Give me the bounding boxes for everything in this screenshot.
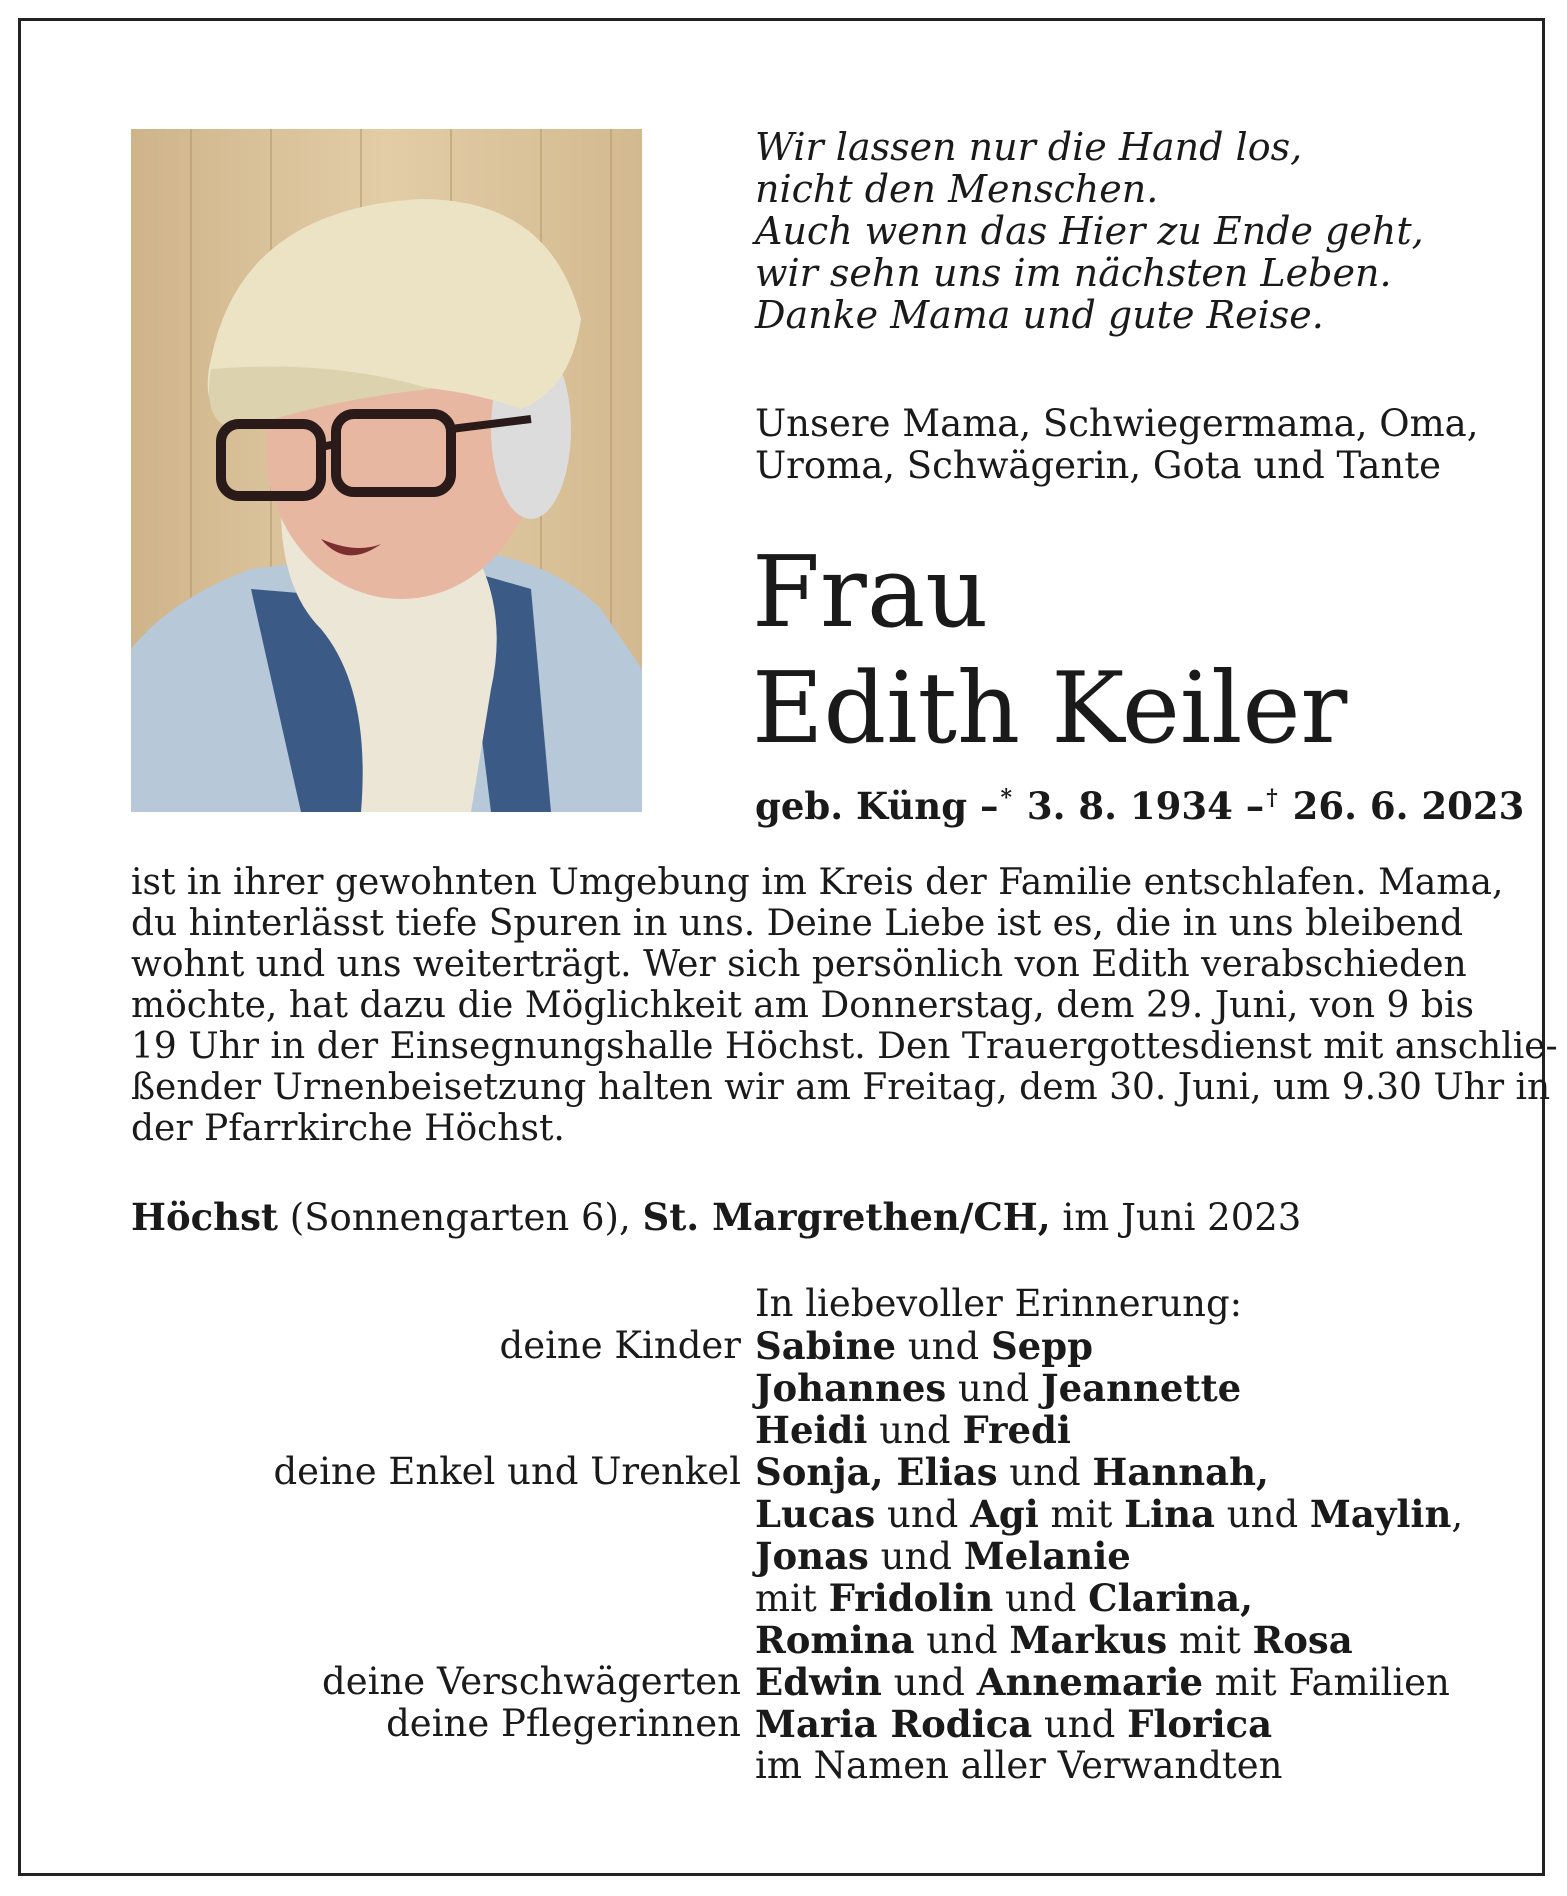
body-line: wohnt und uns weiterträgt. Wer sich persönlich von Edith verabschieden bbox=[131, 944, 1467, 985]
mourner-name: Annemarie bbox=[976, 1660, 1204, 1704]
mourner-name: Florica bbox=[1127, 1702, 1273, 1746]
poem-line: Auch wenn das Hier zu Ende geht, bbox=[755, 209, 1424, 253]
relations-intro bbox=[755, 402, 1479, 487]
body-line: 19 Uhr in der Einsegnungshalle Höchst. Den Trauergottesdienst mit anschlie- bbox=[131, 1026, 1558, 1067]
death-symbol: † bbox=[1266, 785, 1278, 811]
mourner-name: Jeannette bbox=[1041, 1366, 1242, 1410]
death-date: 26. 6. 2023 bbox=[1292, 784, 1525, 828]
body-line: ßender Urnenbeisetzung halten wir am Freitag, dem 30. Juni, um 9.30 Uhr in bbox=[131, 1067, 1551, 1108]
mourner-names bbox=[755, 1745, 1283, 1787]
life-dates bbox=[755, 776, 1525, 828]
mourner-relation: deine Verschwägerten bbox=[322, 1660, 741, 1703]
poem-line: wir sehn uns im nächsten Leben. bbox=[755, 251, 1392, 295]
mourner-names bbox=[755, 1577, 1253, 1620]
mourner-row bbox=[0, 1703, 1567, 1745]
portrait-photo bbox=[131, 129, 642, 812]
mourner-name: Agi bbox=[970, 1492, 1039, 1536]
birth-date: 3. 8. 1934 bbox=[1026, 784, 1233, 828]
body-line: du hinterlässt tiefe Spuren in uns. Deine Liebe ist es, die in uns bleibend bbox=[131, 903, 1464, 944]
mourner-name: Clarina, bbox=[1088, 1576, 1253, 1620]
body-line: möchte, hat dazu die Möglichkeit am Donnerstag, dem 29. Juni, von 9 bis bbox=[131, 985, 1474, 1026]
mourner-name: Edwin bbox=[755, 1660, 882, 1704]
mourner-connector: mit bbox=[755, 1577, 829, 1620]
poem-line: Wir lassen nur die Hand los, bbox=[755, 125, 1303, 169]
date-separator: – bbox=[1245, 784, 1265, 828]
poem-line: Danke Mama und gute Reise. bbox=[755, 293, 1324, 337]
mourner-connector: und bbox=[993, 1577, 1089, 1620]
mourner-names bbox=[755, 1451, 1269, 1494]
mourner-name: Sabine bbox=[755, 1324, 897, 1368]
mourner-row bbox=[0, 1577, 1567, 1619]
mourner-row bbox=[0, 1745, 1567, 1787]
mourner-connector: und bbox=[914, 1619, 1010, 1662]
mourner-row bbox=[0, 1325, 1567, 1367]
mourner-names bbox=[755, 1493, 1463, 1536]
mourner-connector: mit Familien bbox=[1203, 1661, 1450, 1704]
mourner-name: Lucas bbox=[755, 1492, 876, 1536]
mourner-names bbox=[755, 1535, 1131, 1578]
mourner-name: Lina bbox=[1124, 1492, 1216, 1536]
mourner-relation: deine Enkel und Urenkel bbox=[273, 1450, 741, 1493]
mourner-connector: und bbox=[997, 1451, 1093, 1494]
mourner-names bbox=[755, 1325, 1093, 1368]
mourner-connector: mit bbox=[1167, 1619, 1253, 1662]
mourner-names bbox=[755, 1661, 1450, 1704]
mourner-name: Jonas bbox=[755, 1534, 869, 1578]
mourner-relation: deine Pflegerinnen bbox=[386, 1702, 741, 1745]
mourner-connector: mit bbox=[1038, 1493, 1125, 1536]
birth-symbol: * bbox=[1000, 785, 1012, 811]
mourner-names bbox=[755, 1367, 1241, 1410]
mourner-connector: im Namen aller Verwandten bbox=[755, 1744, 1283, 1787]
mourner-connector: und bbox=[1032, 1703, 1128, 1746]
mourner-name: Johannes bbox=[755, 1366, 947, 1410]
name-title: Frau bbox=[752, 536, 989, 650]
mourner-connector: und bbox=[875, 1493, 971, 1536]
body-line: ist in ihrer gewohnten Umgebung im Kreis der Familie entschlafen. Mama, bbox=[131, 862, 1504, 903]
mourner-names bbox=[755, 1703, 1272, 1746]
mourner-row bbox=[0, 1661, 1567, 1703]
mourner-row bbox=[0, 1535, 1567, 1577]
address: (Sonnengarten 6), bbox=[278, 1196, 643, 1239]
mourner-connector: und bbox=[946, 1367, 1042, 1410]
body-line: der Pfarrkirche Höchst. bbox=[131, 1108, 565, 1149]
mourner-names bbox=[755, 1619, 1353, 1662]
mourner-name: Fredi bbox=[962, 1408, 1071, 1452]
mourner-row bbox=[0, 1367, 1567, 1409]
place-and-date bbox=[131, 1195, 1431, 1240]
mourner-connector: und bbox=[1215, 1493, 1310, 1536]
mourner-row bbox=[0, 1619, 1567, 1661]
mourner-relation: deine Kinder bbox=[499, 1324, 741, 1367]
mourner-name: Hannah, bbox=[1092, 1450, 1269, 1494]
mourner-connector: , bbox=[1451, 1493, 1464, 1536]
mourner-connector: und bbox=[868, 1535, 964, 1578]
deceased-name bbox=[752, 535, 1512, 767]
place-date: im Juni 2023 bbox=[1050, 1196, 1302, 1239]
mourner-name: Rosa bbox=[1252, 1618, 1353, 1662]
town-secondary: St. Margrethen/CH, bbox=[642, 1195, 1051, 1239]
mourner-names bbox=[755, 1409, 1071, 1452]
mourner-row bbox=[0, 1451, 1567, 1493]
mourner-name: Fridolin bbox=[828, 1576, 994, 1620]
mourner-name: Maria Rodica bbox=[755, 1702, 1033, 1746]
mourner-connector: und bbox=[896, 1325, 991, 1368]
town-primary: Höchst bbox=[131, 1195, 278, 1239]
mourner-name: Sonja, Elias bbox=[755, 1450, 998, 1494]
maiden-name: geb. Küng bbox=[755, 784, 968, 828]
mourner-name: Romina bbox=[755, 1618, 915, 1662]
mourner-row bbox=[0, 1409, 1567, 1451]
mourner-name: Melanie bbox=[963, 1534, 1131, 1578]
mourner-connector: und bbox=[867, 1409, 963, 1452]
poem-line: nicht den Menschen. bbox=[755, 167, 1159, 211]
date-separator: – bbox=[979, 784, 999, 828]
mourner-name: Heidi bbox=[755, 1408, 868, 1452]
memory-heading: In liebevoller Erinnerung: bbox=[755, 1282, 1243, 1325]
announcement-text bbox=[131, 862, 1558, 1149]
mourner-name: Markus bbox=[1009, 1618, 1168, 1662]
mourner-row bbox=[0, 1493, 1567, 1535]
mourner-name: Sepp bbox=[990, 1324, 1093, 1368]
poem bbox=[755, 126, 1475, 336]
intro-line: Unsere Mama, Schwiegermama, Oma, bbox=[755, 402, 1479, 445]
mourner-name: Maylin bbox=[1309, 1492, 1452, 1536]
intro-line: Uroma, Schwägerin, Gota und Tante bbox=[755, 444, 1441, 487]
name-full: Edith Keiler bbox=[752, 652, 1348, 766]
mourner-connector: und bbox=[881, 1661, 977, 1704]
